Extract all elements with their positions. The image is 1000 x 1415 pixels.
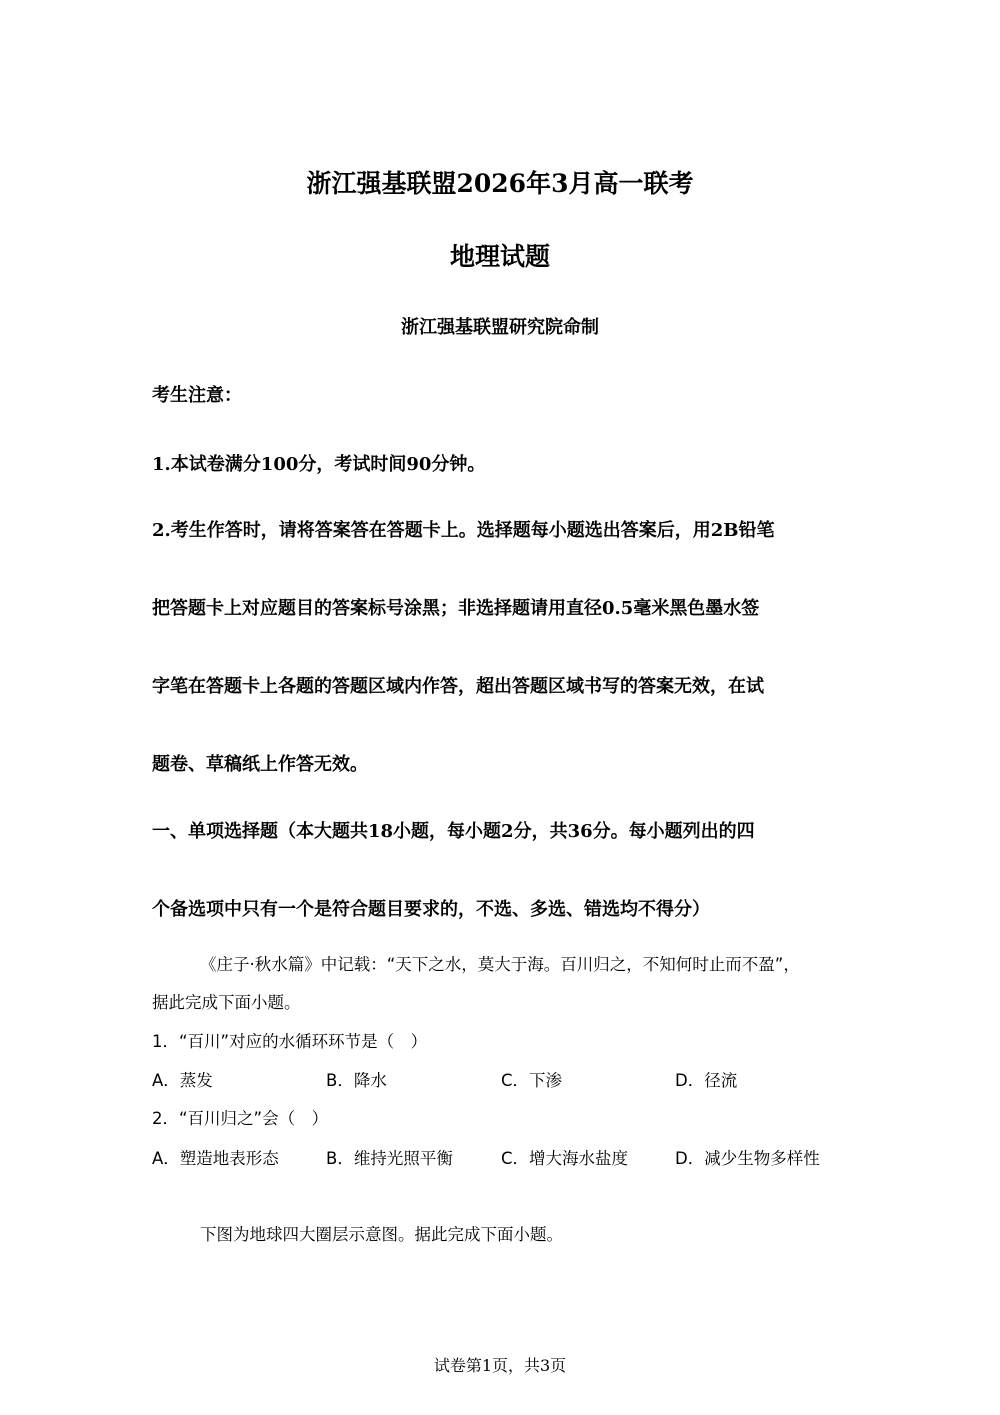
section-heading-line-1: 一、单项选择题（本大题共18小题，每小题2分，共36分。每小题列出的四 <box>152 821 755 842</box>
notice-item-2-line-3: 字笔在答题卡上各题的答题区域内作答，超出答题区域书写的答案无效，在试 <box>152 676 764 697</box>
question-1-stem: 1．“百川”对应的水循环环节是（ ） <box>152 1032 428 1051</box>
page-footer: 试卷第1页，共3页 <box>433 1356 567 1375</box>
question-1-option-c: C．下渗 <box>501 1071 563 1090</box>
exam-subject: 地理试题 <box>449 242 550 271</box>
question-1-option-a: A．蒸发 <box>152 1071 213 1090</box>
notice-item-2-line-1: 2.考生作答时，请将答案答在答题卡上。选择题每小题选出答案后，用2B铅笔 <box>152 520 775 541</box>
notice-item-2-line-2: 把答题卡上对应题目的答案标号涂黑；非选择题请用直径0.5毫米黑色墨水签 <box>152 598 760 619</box>
question-2-option-b: B．维持光照平衡 <box>326 1149 453 1168</box>
notice-heading: 考生注意： <box>152 385 242 406</box>
question-2-option-c: C．增大海水盐度 <box>501 1149 629 1168</box>
exam-maker: 浙江强基联盟研究院命制 <box>401 317 599 338</box>
material-2-text: 下图为地球四大圈层示意图。据此完成下面小题。 <box>200 1225 563 1244</box>
question-2-option-a: A．塑造地表形态 <box>152 1149 279 1168</box>
question-2-option-d: D．减少生物多样性 <box>675 1149 820 1168</box>
section-heading-line-2: 个备选项中只有一个是符合题目要求的，不选、多选、错选均不得分） <box>152 899 710 920</box>
exam-title: 浙江强基联盟2026年3月高一联考 <box>306 169 694 198</box>
notice-item-2-line-4: 题卷、草稿纸上作答无效。 <box>152 754 368 775</box>
material-1-line-2: 据此完成下面小题。 <box>152 993 301 1012</box>
material-1-line-1: 《庄子·秋水篇》中记载：“天下之水，莫大于海。百川归之，不知何时止而不盈”， <box>200 955 800 974</box>
notice-item-1: 1.本试卷满分100分，考试时间90分钟。 <box>152 454 486 475</box>
question-2-stem: 2．“百川归之”会（ ） <box>152 1109 329 1128</box>
question-1-option-d: D．径流 <box>675 1071 738 1090</box>
question-1-option-b: B．降水 <box>326 1071 387 1090</box>
